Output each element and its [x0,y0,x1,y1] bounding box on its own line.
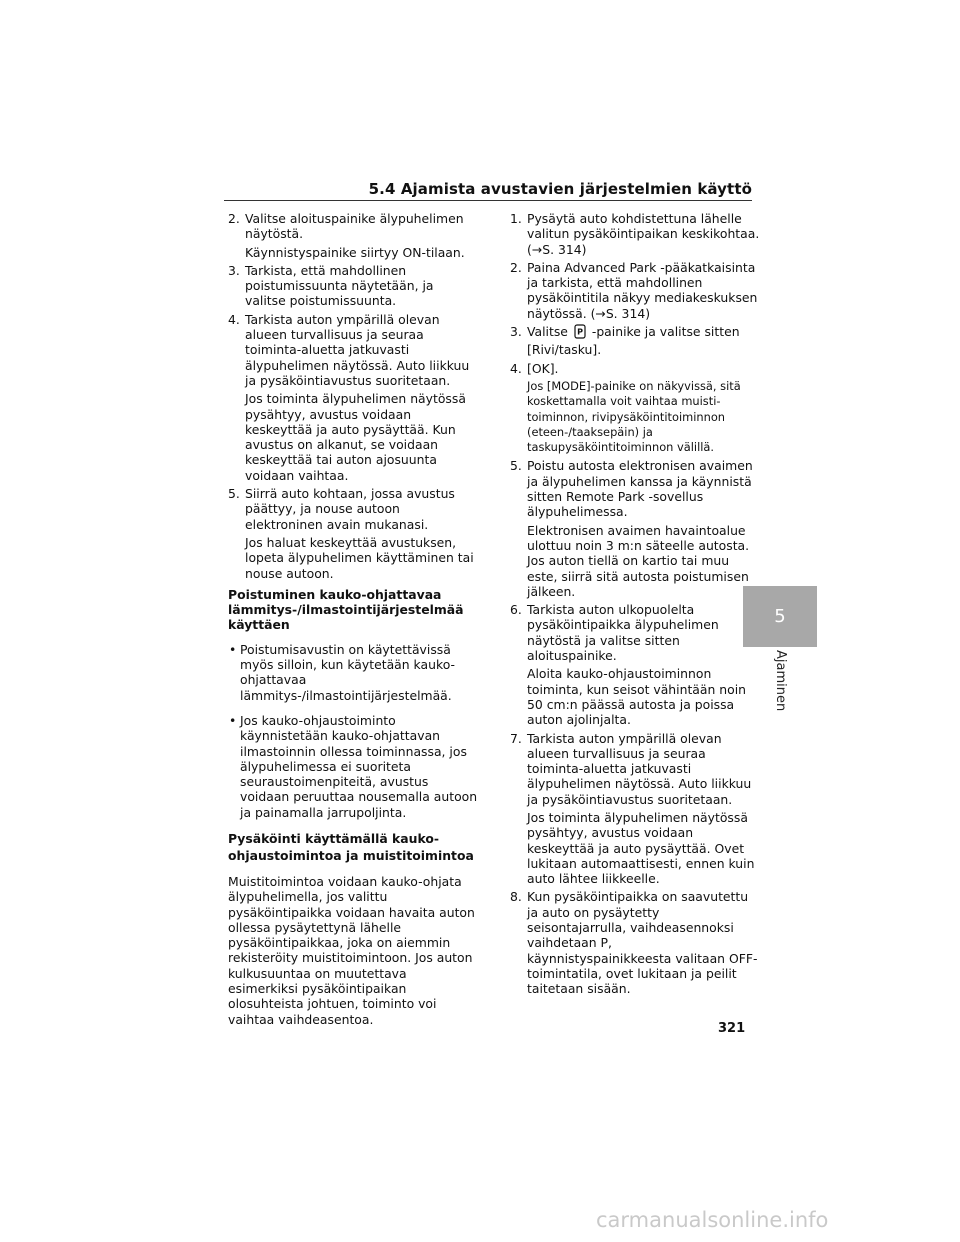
step-2: 2. Valitse aloituspainike älypuhelimen näytöstä. [228,211,464,242]
step-5-note: Jos haluat keskeyttää avustuksen, lopeta älypuhelimen käyttäminen tai nouse autoon. [245,534,474,581]
left-column [228,211,478,1027]
section-heading-exit-remote-climate: Poistuminen kauko-ohjattavaa lämmitys-/ilmastointijärjestelmää käyttäen [228,586,464,633]
header-rule [224,200,752,201]
memory-function-paragraph: Muistitoimintoa voidaan kauko-ohjata älypuhelimella, jos valittu pysäköintipaikka voidaan havaita auton ollessa pysäytettynä lähelle pysäköintipaikkaa, joka on aiemmin rekisteröity muistitoimintoon. Jos auton kulkusuuntaa on muutettava esimerkiksi pysäköintipaikan olosuhteista johtuen, toiminto voi vaihtaa vaihdeasentoa. [228,873,475,1027]
section-heading-remote-memory-parking: Pysäköinti käyttämällä kauko-ohjaustoimintoa ja muistitoimintoa [228,830,474,864]
parking-remote-icon [574,324,586,342]
step-4: 4. Tarkista auton ympärillä olevan alueen turvallisuus ja seuraa toiminta-aluetta jatkuvasti älypuhelimen näytössä. Auto liikkuu ja pysäköintiavustus suoritetaan. [228,311,470,388]
chapter-number: 5 [774,606,786,627]
step-3: 3. Tarkista, että mahdollinen poistumissuunta näytetään, ja valitse poistumissuunta. [228,262,434,309]
step-1: 1. Pysäytä auto kohdistettuna lähelle valitun pysäköintipaikan keskikohtaa. (→S. 314) [510,211,760,257]
header-title: 5.4 Ajamista avustavien järjestelmien käyttö [368,180,752,198]
page-number: 321 [718,1021,746,1036]
chapter-tab [743,586,817,647]
watermark: carmanualsonline.info [596,1208,829,1232]
step-8: 8. Kun pysäköintipaikka on saavutettu ja auto on pysäytetty seisontajarrulla, vaihdeasennoksi vaihdetaan P, käynnistyspainikkeesta valitaan OFF-toimintatila, ovet lukitaan ja peilit taitetaan sisään. [510,889,758,997]
step-4-note: Jos [MODE]-painike on näkyvissä, sitä koskettamalla voit vaihtaa muisti-toiminnon, rivipysäköintitoiminnon (eteen-/taaksepäin) ja taskupysäköintitoiminnon välillä. [527,378,741,455]
right-column [510,211,760,1000]
step-5: 5. Poistu autosta elektronisen avaimen ja älypuhelimen kanssa ja käynnistä sitten Remote Park -sovellus älypuhelimessa. [510,458,753,520]
step-3: 3. Valitse P -painike ja valitse sitten [Rivi/tasku]. [510,324,740,358]
step-6: 6. Tarkista auton ulkopuolelta pysäköintipaikka älypuhelimen näytöstä ja valitse sitten aloituspainike. [510,602,719,664]
chapter-label: Ajaminen [773,650,788,712]
step-2-note: Käynnistyspainike siirtyy ON-tilaan. [245,244,465,260]
step-7-note: Jos toiminta älypuhelimen näytössä pysähtyy, avustus voidaan keskeyttää ja auto pysäyttää. Ovet lukitaan automaattisesti, ennen kuin auto lähtee liikkeelle. [527,809,755,887]
bullet-item: • Poistumisavustin on käytettävissä myös silloin, kun käytetään kauko-ohjattavaa lämmitys-/ilmastointijärjestelmää. [229,641,455,703]
step-4-note: Jos toiminta älypuhelimen näytössä pysähtyy, avustus voidaan keskeyttää ja auto pysäyttää. Kun avustus on alkanut, se voidaan keskeyttää tai auton ajosuunta voidaan vaihtaa. [245,391,466,483]
step-4: 4. [OK]. [510,360,559,376]
step-6-note: Aloita kauko-ohjaustoiminnon toiminta, kun seisot vähintään noin 50 cm:n päässä autosta ja poissa auton ajolinjalta. [527,666,747,728]
svg-text:P: P [576,327,583,337]
step-2: 2. Paina Advanced Park -pääkatkaisinta ja tarkista, että mahdollinen pysäköintitila näkyy mediakeskuksen näytössä. (→S. 314) [510,259,758,321]
step-5-note: Elektronisen avaimen havaintoalue ulottuu noin 3 m:n säteelle autosta. Jos auton tiellä on kartio tai muu este, siirrä sitä autosta poistumisen jälkeen. [527,522,750,599]
step-7: 7. Tarkista auton ympärillä olevan alueen turvallisuus ja seuraa toiminta-aluetta jatkuvasti älypuhelimen näytössä. Auto liikkuu ja pysäköintiavustus suoritetaan. [510,730,752,807]
bullet-item: • Jos kauko-ohjaustoiminto käynnistetään kauko-ohjattavan ilmastoinnin ollessa toiminnassa, jos älypuhelimessa ei suoriteta seuraustoimenpiteitä, avustus voidaan peruuttaa nousemalla autoon ja painamalla jarrupoljinta. [229,712,478,820]
step-5: 5. Siirrä auto kohtaan, jossa avustus päättyy, ja nouse autoon elektroninen avain mukanasi. [228,486,455,532]
